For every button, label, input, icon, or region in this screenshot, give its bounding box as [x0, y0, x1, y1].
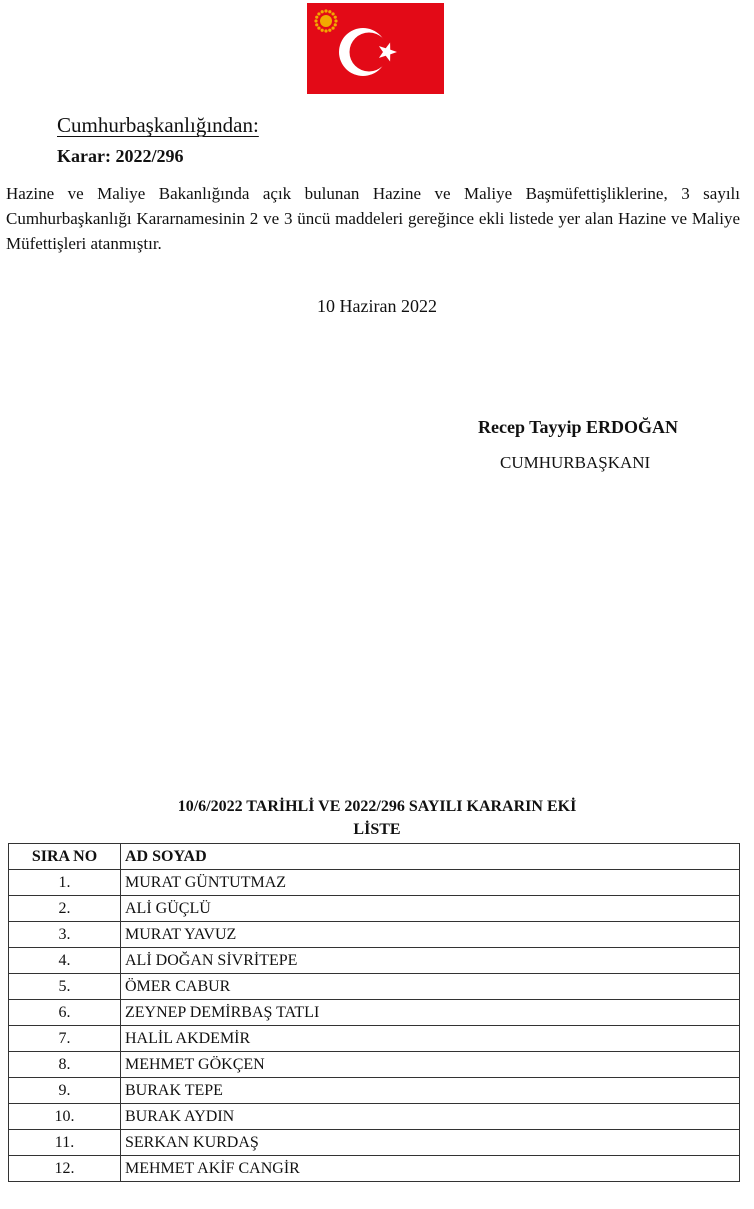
table-row [9, 1078, 740, 1104]
appointee-name: ALİ DOĞAN SİVRİTEPE [121, 948, 740, 974]
appointee-name: MURAT YAVUZ [121, 922, 740, 948]
row-number: 6. [9, 1000, 121, 1026]
table-row [9, 1026, 740, 1052]
table-row [9, 896, 740, 922]
table-row [9, 948, 740, 974]
table-row [9, 974, 740, 1000]
decision-date: 10 Haziran 2022 [317, 296, 437, 316]
table-header-row [9, 844, 740, 870]
row-number: 5. [9, 974, 121, 1000]
appointee-name: MURAT GÜNTUTMAZ [121, 870, 740, 896]
appointee-name: BURAK AYDIN [121, 1104, 740, 1130]
table-row [9, 1104, 740, 1130]
appointee-name: ÖMER CABUR [121, 974, 740, 1000]
row-number: 7. [9, 1026, 121, 1052]
issuer-heading: Cumhurbaşkanlığından: [57, 113, 259, 137]
annex-title-line1: 10/6/2022 TARİHLİ VE 2022/296 SAYILI KARARIN EKİ [177, 798, 577, 815]
table-row [9, 1156, 740, 1182]
table-row [9, 1130, 740, 1156]
appointee-name: BURAK TEPE [121, 1078, 740, 1104]
signer-title: CUMHURBAŞKANI [500, 453, 651, 472]
appointee-name: ZEYNEP DEMİRBAŞ TATLI [121, 1000, 740, 1026]
table-row [9, 922, 740, 948]
row-number: 12. [9, 1156, 121, 1182]
row-number: 1. [9, 870, 121, 896]
appointee-table [8, 843, 740, 1182]
flag-graphic [307, 3, 444, 94]
row-number: 9. [9, 1078, 121, 1104]
annex-title [0, 795, 754, 841]
appointee-name: MEHMET GÖKÇEN [121, 1052, 740, 1078]
row-number: 4. [9, 948, 121, 974]
row-number: 11. [9, 1130, 121, 1156]
row-number: 10. [9, 1104, 121, 1130]
table-row [9, 1000, 740, 1026]
table-row [9, 870, 740, 896]
row-number: 8. [9, 1052, 121, 1078]
table-row [9, 1052, 740, 1078]
column-header-no: SIRA NO [9, 844, 121, 870]
row-number: 3. [9, 922, 121, 948]
column-header-name: AD SOYAD [121, 844, 740, 870]
turkish-flag-icon [307, 3, 444, 94]
row-number: 2. [9, 896, 121, 922]
appointee-name: ALİ GÜÇLÜ [121, 896, 740, 922]
signer-name: Recep Tayyip ERDOĞAN [478, 417, 679, 437]
decision-body: Hazine ve Maliye Bakanlığında açık bulunan Hazine ve Maliye Başmüfettişliklerine, 3 sayılı Cumhurbaşkanlığı Kararnamesinin 2 ve 3 üncü maddeleri gereğince ekli listede yer alan Hazine ve Maliye Müfettişleri atanmıştır. [6, 184, 740, 253]
appointee-name: MEHMET AKİF CANGİR [121, 1156, 740, 1182]
decision-number: Karar: 2022/296 [57, 146, 184, 166]
appointee-name: SERKAN KURDAŞ [121, 1130, 740, 1156]
presidential-seal-icon [314, 9, 337, 32]
annex-title-line2: LİSTE [353, 821, 401, 838]
appointee-name: HALİL AKDEMİR [121, 1026, 740, 1052]
